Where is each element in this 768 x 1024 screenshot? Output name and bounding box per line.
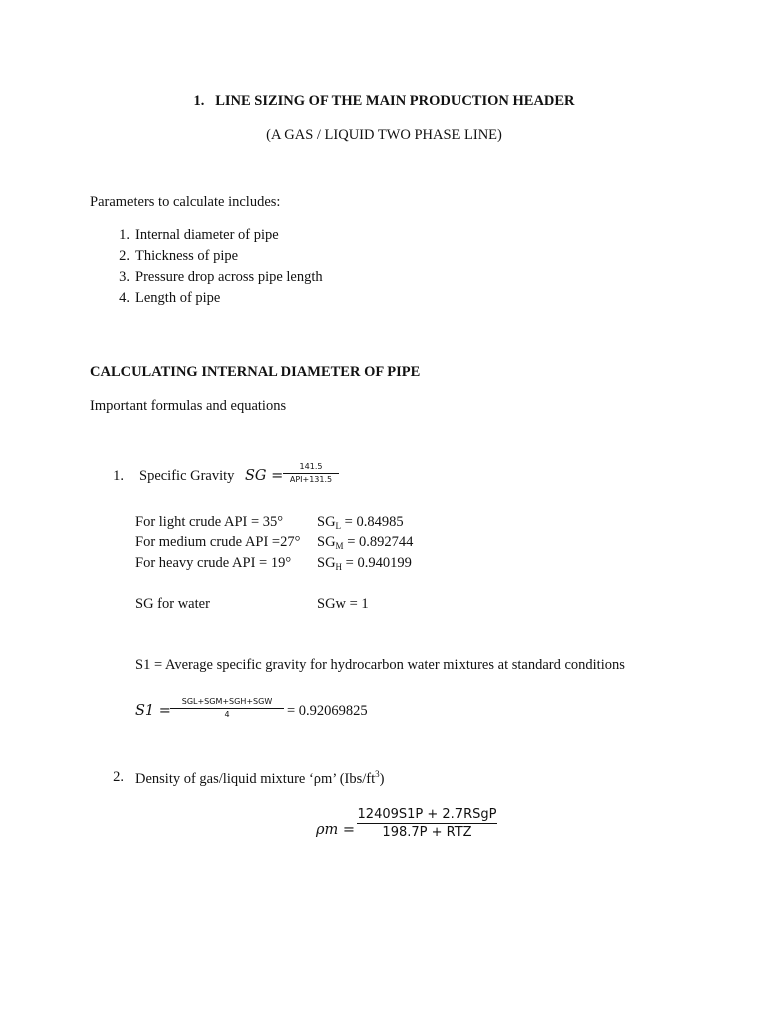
sg-symbol: SG — [317, 555, 336, 571]
crude-row-medium-value — [317, 535, 413, 551]
density-label — [135, 770, 384, 787]
density-fraction — [357, 808, 497, 839]
crude-row-medium-label: For medium crude API =27° — [135, 534, 301, 550]
sg-subscript: M — [335, 541, 344, 551]
list-item-number: 4. — [119, 290, 130, 306]
density-label-text: Density of gas/liquid mixture ‘ρm’ (Ibs/ft — [135, 771, 376, 787]
sg-denominator: API+131.5 — [289, 475, 333, 484]
s1-lhs: S1 = — [135, 703, 171, 719]
s1-denominator: 4 — [224, 710, 230, 719]
density-label-close: ) — [379, 771, 385, 787]
formula-1-number: 1. — [113, 468, 124, 484]
title-text: LINE SIZING OF THE MAIN PRODUCTION HEADER — [215, 93, 575, 109]
formula-2-number: 2. — [113, 769, 124, 785]
crude-row-heavy-label: For heavy crude API = 19° — [135, 555, 292, 571]
crude-row-light-label: For light crude API = 35° — [135, 514, 284, 530]
list-item-number: 2. — [119, 248, 130, 264]
water-sg-label: SG for water — [135, 596, 210, 612]
document-title — [0, 94, 768, 109]
sg-value: = 0.84985 — [341, 514, 404, 530]
density-lhs: ρm = — [316, 822, 356, 838]
density-label-superscript: 3 — [375, 769, 380, 779]
specific-gravity-label: Specific Gravity — [139, 468, 235, 484]
list-item-text: Thickness of pipe — [135, 248, 239, 264]
sg-subscript: L — [335, 521, 342, 531]
s1-value: = 0.92069825 — [287, 703, 368, 719]
sg-numerator: 141.5 — [299, 462, 323, 471]
sg-fraction — [283, 463, 339, 484]
list-item-text: Pressure drop across pipe length — [135, 269, 323, 285]
section-intro: Important formulas and equations — [90, 398, 287, 414]
list-item-text: Length of pipe — [135, 290, 221, 306]
s1-numerator: SGL+SGM+SGH+SGW — [181, 697, 273, 706]
section-heading: CALCULATING INTERNAL DIAMETER OF PIPE — [90, 364, 421, 380]
density-denominator: 198.7P + RTZ — [382, 825, 472, 840]
water-sg-value: SGw = 1 — [317, 596, 369, 612]
sg-symbol: SG — [317, 514, 336, 530]
fraction-bar — [283, 473, 339, 474]
sg-lhs: SG = — [245, 468, 284, 484]
document-subtitle: (A GAS / LIQUID TWO PHASE LINE) — [266, 127, 502, 143]
fraction-bar — [357, 823, 497, 824]
s1-definition: S1 = Average specific gravity for hydrocarbon water mixtures at standard conditions — [135, 657, 625, 673]
list-item-text: Internal diameter of pipe — [135, 227, 279, 243]
sg-symbol: SG — [317, 534, 336, 550]
list-item-number: 3. — [119, 269, 130, 285]
s1-fraction — [170, 698, 284, 719]
crude-row-light-value — [317, 515, 404, 531]
fraction-bar — [170, 708, 284, 709]
params-intro: Parameters to calculate includes: — [90, 194, 281, 210]
sg-subscript: H — [335, 562, 343, 572]
sg-value: = 0.940199 — [342, 555, 412, 571]
list-item-number: 1. — [119, 227, 130, 243]
density-numerator: 12409S1P + 2.7RSgP — [357, 807, 497, 822]
sg-value: = 0.892744 — [343, 534, 414, 550]
crude-row-heavy-value — [317, 556, 412, 572]
title-number: 1. — [193, 93, 205, 109]
